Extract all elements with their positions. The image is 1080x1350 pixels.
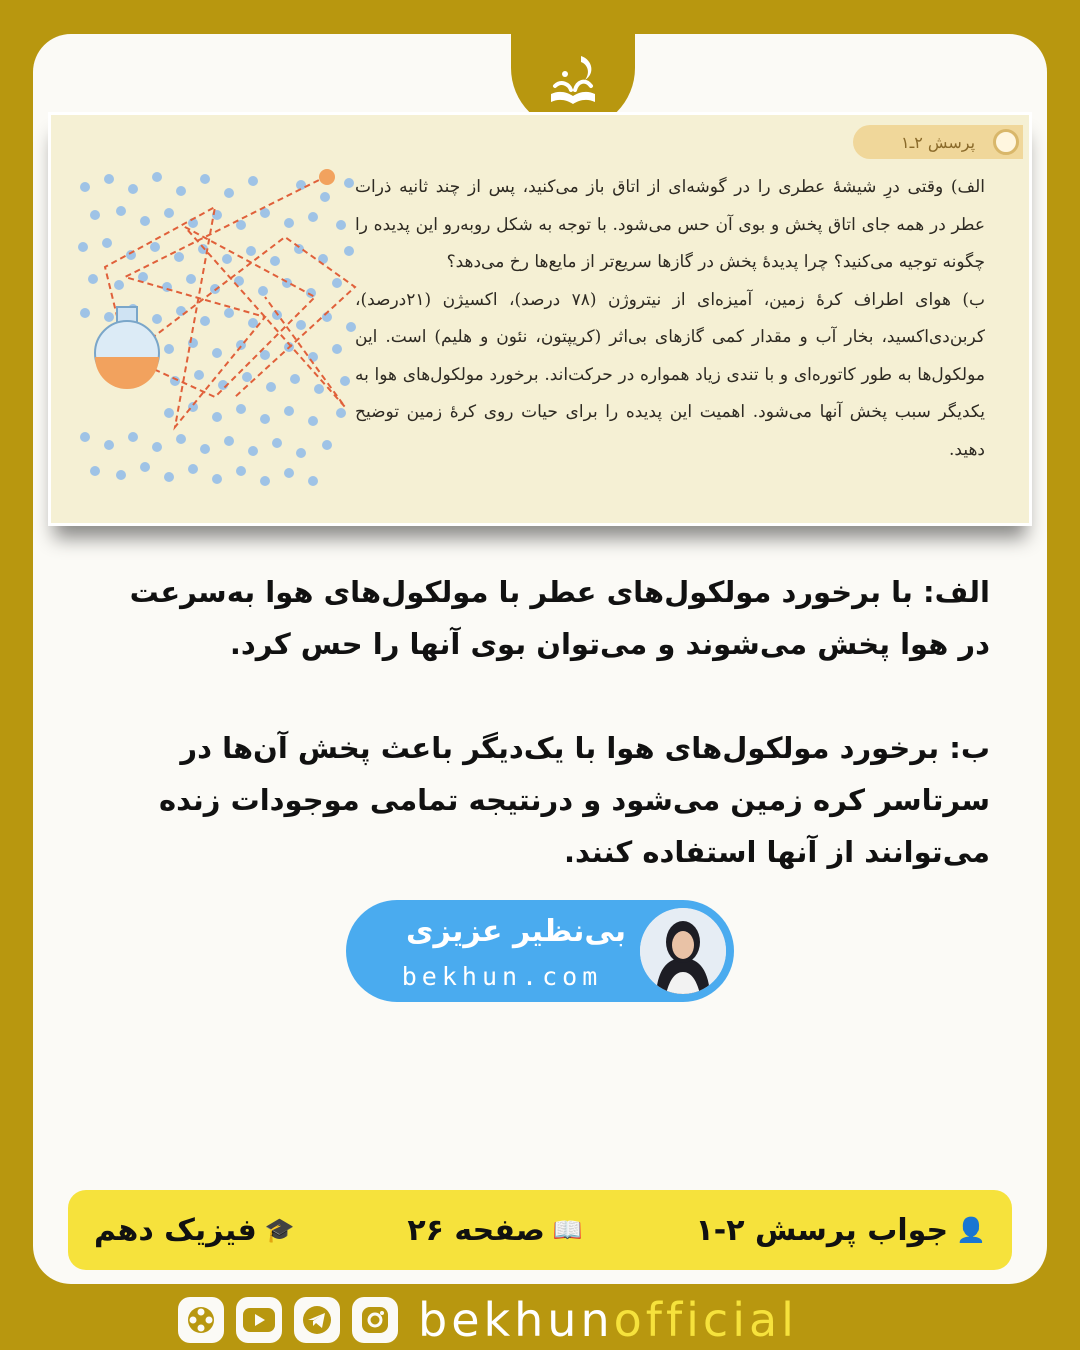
question-label: پرسش ۲ـ۱	[853, 125, 1023, 159]
footer-question-label: جواب پرسش ۲-۱	[695, 1212, 949, 1248]
diffusion-diagram	[65, 167, 365, 487]
footer-question	[695, 1213, 986, 1248]
open-book-icon: 📖	[552, 1216, 583, 1244]
answer-text	[90, 566, 990, 878]
textbook-paragraph-a: الف) وقتی درِ شیشهٔ عطری را در گوشه‌ای از اتاق باز می‌کنید، پس از چند ثانیه ذرات عطر در همه جای اتاق پخش و بوی آن حس می‌شود. با توجه به شکل روبه‌رو این پدیده را چگونه توجیه می‌کنید؟ چرا پدیدهٔ پخش در گازها سریع‌تر از مایع‌ها رخ می‌دهد؟	[355, 177, 985, 272]
textbook-text	[355, 169, 985, 469]
footer-page	[407, 1213, 582, 1248]
brand-handle	[418, 1294, 798, 1346]
answer-a: الف: با برخورد مولکول‌های عطر با مولکول‌های هوا به‌سرعت در هوا پخش می‌شوند و می‌توان بوی آنها را حس کرد.	[129, 575, 990, 661]
textbook-excerpt	[48, 112, 1032, 526]
bekhun-logo-icon	[527, 42, 619, 122]
youtube-icon[interactable]	[236, 1297, 282, 1343]
brand-handle-part2: official	[613, 1293, 798, 1347]
teacher-avatar	[636, 904, 730, 998]
footer-subject-label: فیزیک دهم	[94, 1212, 257, 1248]
graduation-cap-icon: 🎓	[264, 1216, 295, 1244]
content-card	[33, 34, 1047, 1284]
teacher-site: bekhun.com	[401, 962, 603, 991]
teacher-name: بی‌نظیر عزیزی	[405, 914, 626, 949]
question-marker-icon	[993, 129, 1019, 155]
telegram-icon[interactable]	[294, 1297, 340, 1343]
footer-page-label: صفحه ۲۶	[407, 1212, 545, 1248]
film-reel-icon[interactable]	[178, 1297, 224, 1343]
answer-b: ب: برخورد مولکول‌های هوا با یک‌دیگر باعث پخش آن‌ها در سرتاسر کره زمین می‌شود و درنتیجه تمامی موجودات زنده می‌توانند از آنها استفاده کنند.	[159, 731, 990, 869]
social-bar	[178, 1294, 798, 1346]
teacher-badge[interactable]	[346, 900, 734, 1002]
instagram-icon[interactable]	[352, 1297, 398, 1343]
footer-bar	[68, 1190, 1012, 1270]
textbook-paragraph-b: ب) هوای اطراف کرهٔ زمین، آمیزه‌ای از نیتروژن (۷۸ درصد)، اکسیژن (۲۱درصد)، کربن‌دی‌اکسید، بخار آب و مقدار کمی گازهای بی‌اثر (کریپتون، نئون و هلیم) است. این مولکول‌ها به طور کاتوره‌ای و با تندی زیاد همواره در حرکت‌اند. برخورد مولکول‌های هوا به یکدیگر سبب پخش آنها می‌شود. اهمیت این پدیده را برای حیات روی کرهٔ زمین توضیح دهید.	[355, 289, 986, 460]
student-icon: 👤	[956, 1216, 986, 1244]
brand-handle-part1: bekhun	[418, 1293, 614, 1347]
footer-subject	[94, 1213, 295, 1248]
